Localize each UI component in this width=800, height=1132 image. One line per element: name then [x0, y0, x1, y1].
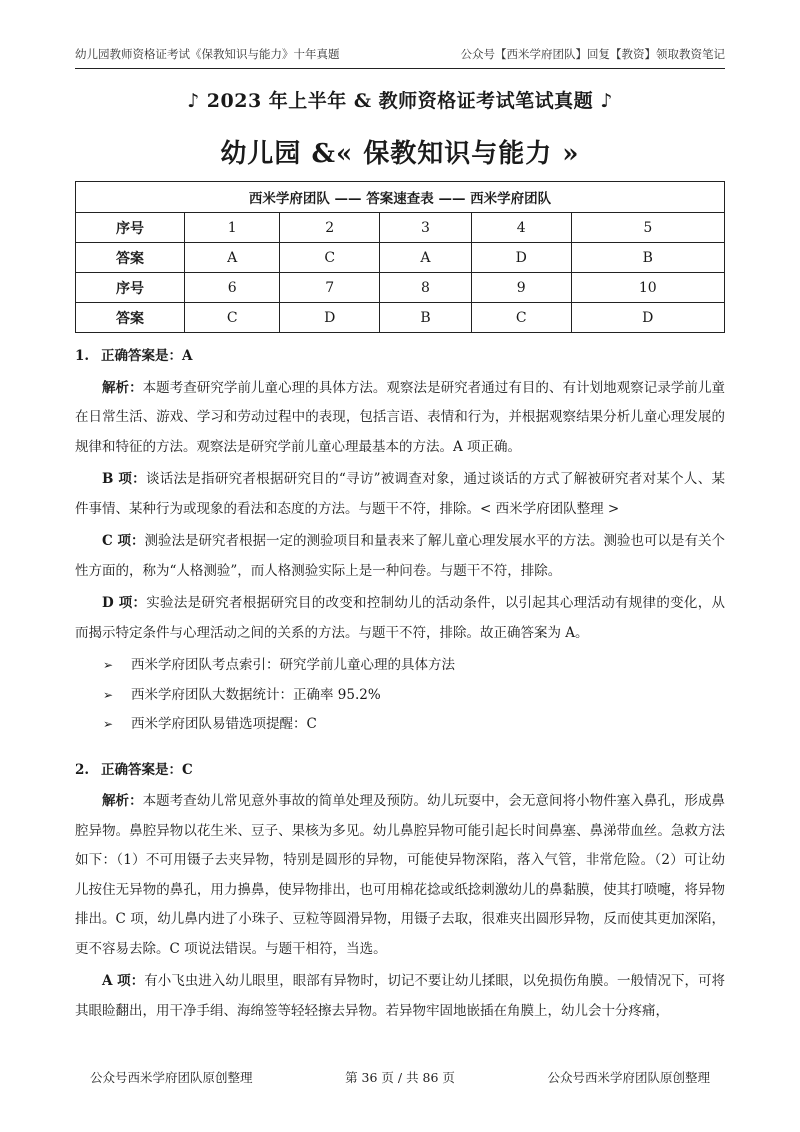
bullet-text: 西米学府团队考点索引：研究学前儿童心理的具体方法: [131, 657, 455, 673]
row-label: 序号: [76, 273, 185, 303]
list-item: [75, 710, 725, 740]
list-item: [75, 651, 725, 681]
bullet-text: 西米学府团队大数据统计：正确率 95.2%: [131, 686, 381, 703]
option-text: 有小飞虫进入幼儿眼里，眼部有异物时，切记不要让幼儿揉眼，以免损伤角膜。一般情况下，可将其眼睑翻出，用干净手绢、海绵签等轻轻擦去异物。若异物牢固地嵌插在角膜上，幼儿会十分疼痛，: [75, 973, 725, 1019]
arrow-bullet-icon: ➢: [103, 687, 114, 702]
table-row: [76, 303, 725, 333]
table-cell: 4: [471, 213, 571, 243]
question-number: 1.: [75, 348, 90, 364]
header-left-text: 幼儿园教师资格证考试《保教知识与能力》十年真题: [75, 47, 340, 61]
option-text: 实验法是研究者根据研究目的改变和控制幼儿的活动条件，以引起其心理活动有规律的变化，从而揭示特定条件与心理活动之间的关系的方法。与题干不符，排除。故正确答案为 A。: [75, 595, 725, 641]
table-cell: C: [471, 303, 571, 333]
table-row: [76, 243, 725, 273]
exam-title: ♪ 2023 年上半年 & 教师资格证考试笔试真题 ♪: [187, 90, 613, 112]
table-cell: B: [571, 243, 724, 273]
arrow-bullet-icon: ➢: [103, 658, 114, 672]
question-content: [75, 340, 725, 1029]
table-cell: D: [471, 243, 571, 273]
option-label: B 项：: [102, 471, 146, 487]
table-cell: A: [185, 243, 280, 273]
table-row: [76, 273, 725, 303]
analysis-text: 本题考查幼儿常见意外事故的简单处理及预防。幼儿玩耍中，会无意间将小物件塞入鼻孔，形成鼻腔异物。鼻腔异物以花生米、豆子、果核为多见。幼儿鼻腔异物可能引起长时间鼻塞、鼻涕带血丝。急救方法如下：（1）不可用镊子去夹异物，特别是圆形的异物，可能使异物深陷，落入气管，非常危险。（2）可让幼儿按住无异物的鼻孔，用力擤鼻，使异物排出，也可用棉花捻或纸捻刺激幼儿的鼻黏膜，使其打喷嚏，将异物排出。C 项，幼儿鼻内进了小珠子、豆粒等圆滑异物，用镊子去取，很难夹出圆形异物，反而使其更加深陷，更不容易去除。C 项说法错误。与题干相符，当选。: [75, 793, 726, 957]
option-label: C 项：: [102, 533, 145, 549]
table-cell: C: [280, 243, 380, 273]
footer-right-text: 公众号西米学府团队原创整理: [547, 1070, 710, 1085]
table-cell: 1: [185, 213, 280, 243]
q2-analysis: [75, 787, 725, 964]
row-label: 序号: [76, 213, 185, 243]
table-caption: 西米学府团队 —— 答案速查表 —— 西米学府团队: [76, 182, 725, 213]
question-2-heading: [75, 756, 725, 786]
analysis-text: 本题考查研究学前儿童心理的具体方法。观察法是研究者通过有目的、有计划地观察记录学前儿童在日常生活、游戏、学习和劳动过程中的表现，包括言语、表情和行为，并根据观察结果分析儿童心理发展的规律和特征的方法。观察法是研究学前儿童心理最基本的方法。A 项正确。: [75, 379, 726, 455]
page-header: [75, 38, 725, 69]
question-number: 2.: [75, 761, 90, 778]
q1-option-c: [75, 527, 725, 586]
table-cell: C: [185, 303, 280, 333]
table-cell: A: [380, 243, 472, 273]
option-text: 测验法是研究者根据一定的测验项目和量表来了解儿童心理发展水平的方法。测验也可以是有关个性方面的，称为“人格测验”，而人格测验实际上是一种问卷。与题干不符，排除。: [75, 533, 725, 579]
q1-option-b: [75, 465, 725, 524]
page-number: 第 36 页 / 共 86 页: [345, 1070, 455, 1085]
option-label: D 项：: [102, 595, 147, 611]
list-item: [75, 681, 725, 711]
q1-analysis: [75, 374, 725, 463]
analysis-label: 解析：: [102, 379, 143, 396]
correct-answer-text: 正确答案是：A: [101, 348, 193, 364]
analysis-label: 解析：: [102, 793, 143, 809]
table-cell: 3: [380, 213, 472, 243]
footer-left-text: 公众号西米学府团队原创整理: [90, 1070, 253, 1085]
arrow-bullet-icon: ➢: [103, 717, 114, 731]
table-cell: 2: [280, 213, 380, 243]
table-cell: D: [571, 303, 724, 333]
answer-table: [75, 181, 725, 333]
table-cell: 7: [280, 273, 380, 303]
row-label: 答案: [76, 243, 185, 273]
subject-title: 幼儿园 &« 保教知识与能力 »: [220, 139, 580, 169]
table-cell: 6: [185, 273, 280, 303]
table-cell: 10: [571, 273, 724, 303]
header-right-text: 公众号【西米学府团队】回复【教资】领取教资笔记: [460, 47, 725, 61]
row-label: 答案: [76, 303, 185, 333]
option-label: A 项：: [102, 973, 145, 989]
question-1-heading: [75, 342, 725, 372]
q1-option-d: [75, 589, 725, 648]
table-cell: D: [280, 303, 380, 333]
table-cell: B: [380, 303, 472, 333]
option-text: 谈话法是指研究者根据研究目的“寻访”被调查对象，通过谈话的方式了解被研究者对某个人、某件事情、某种行为或现象的看法和态度的方法。与题干不符，排除。< 西米学府团队整理 >: [75, 471, 725, 517]
table-cell: 5: [571, 213, 724, 243]
table-cell: 8: [380, 273, 472, 303]
q2-option-a: [75, 967, 725, 1026]
table-cell: 9: [471, 273, 571, 303]
bullet-text: 西米学府团队易错选项提醒：C: [131, 716, 317, 732]
table-row: [76, 213, 725, 243]
table-caption-row: [76, 182, 725, 213]
correct-answer-text: 正确答案是：C: [101, 761, 193, 778]
